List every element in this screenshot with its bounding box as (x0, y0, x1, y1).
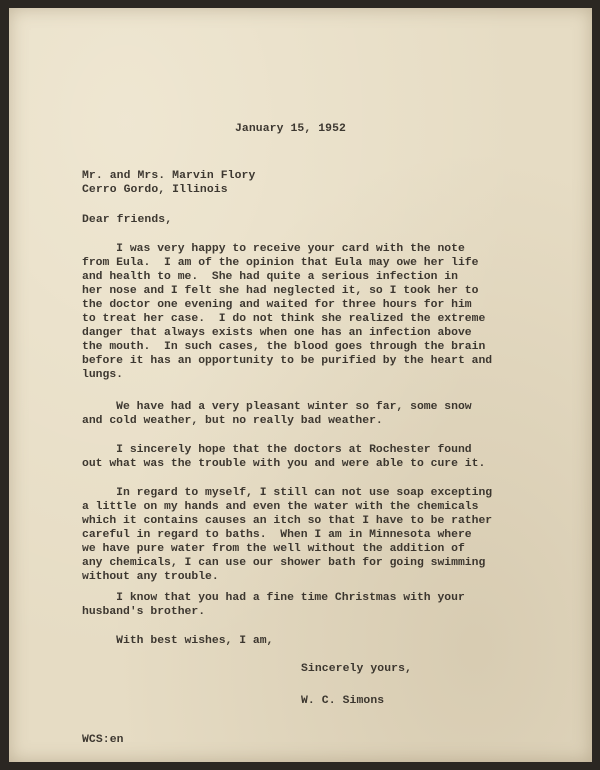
paragraph-christmas (82, 591, 512, 619)
body-line: to treat her case. I do not think she realized the extreme (82, 313, 486, 325)
body-line: the mouth. In such cases, the blood goes through the brain (82, 341, 486, 353)
body-line: before it has an opportunity to be purified by the heart and (82, 355, 493, 367)
body-line: lungs. (82, 369, 124, 381)
reference-initials: WCS:en (82, 734, 124, 746)
body-line: husband's brother. (82, 606, 206, 618)
paragraph-card-from-eula (82, 242, 512, 382)
paragraph-myself (82, 486, 512, 584)
body-line: danger that always exists when one has an infection above (82, 327, 472, 339)
body-line: any chemicals, I can use our shower bath for going swimming (82, 557, 486, 569)
body-line: We have had a very pleasant winter so far, some snow (82, 401, 472, 413)
body-line: With best wishes, I am, (82, 635, 274, 647)
body-line: I sincerely hope that the doctors at Rochester found (82, 444, 472, 456)
letter-date: January 15, 1952 (235, 123, 346, 135)
body-line: out what was the trouble with you and were able to cure it. (82, 458, 486, 470)
body-line: her nose and I felt she had neglected it, so I took her to (82, 285, 479, 297)
paragraph-rochester (82, 443, 512, 471)
body-line: I know that you had a fine time Christmas with your (82, 592, 465, 604)
body-line: we have pure water from the well without the addition of (82, 543, 465, 555)
signature: W. C. Simons (301, 695, 385, 707)
body-line: I was very happy to receive your card with the note (82, 243, 465, 255)
closing: Sincerely yours, (301, 663, 412, 675)
body-line: from Eula. I am of the opinion that Eula may owe her life (82, 257, 479, 269)
paragraph-best-wishes (82, 634, 512, 648)
salutation: Dear friends, (82, 214, 173, 226)
body-line: and health to me. She had quite a serious infection in (82, 271, 458, 283)
body-line: careful in regard to baths. When I am in Minnesota where (82, 529, 472, 541)
body-line: a little on my hands and even the water with the chemicals (82, 501, 479, 513)
body-line: without any trouble. (82, 571, 219, 583)
recipient-name: Mr. and Mrs. Marvin Flory (82, 170, 256, 182)
letter-page (9, 8, 592, 762)
body-line: which it contains causes an itch so that I have to be rather (82, 515, 493, 527)
body-line: and cold weather, but no really bad weather. (82, 415, 383, 427)
paragraph-winter (82, 400, 512, 428)
recipient-location: Cerro Gordo, Illinois (82, 184, 228, 196)
body-line: the doctor one evening and waited for three hours for him (82, 299, 472, 311)
body-line: In regard to myself, I still can not use soap excepting (82, 487, 493, 499)
